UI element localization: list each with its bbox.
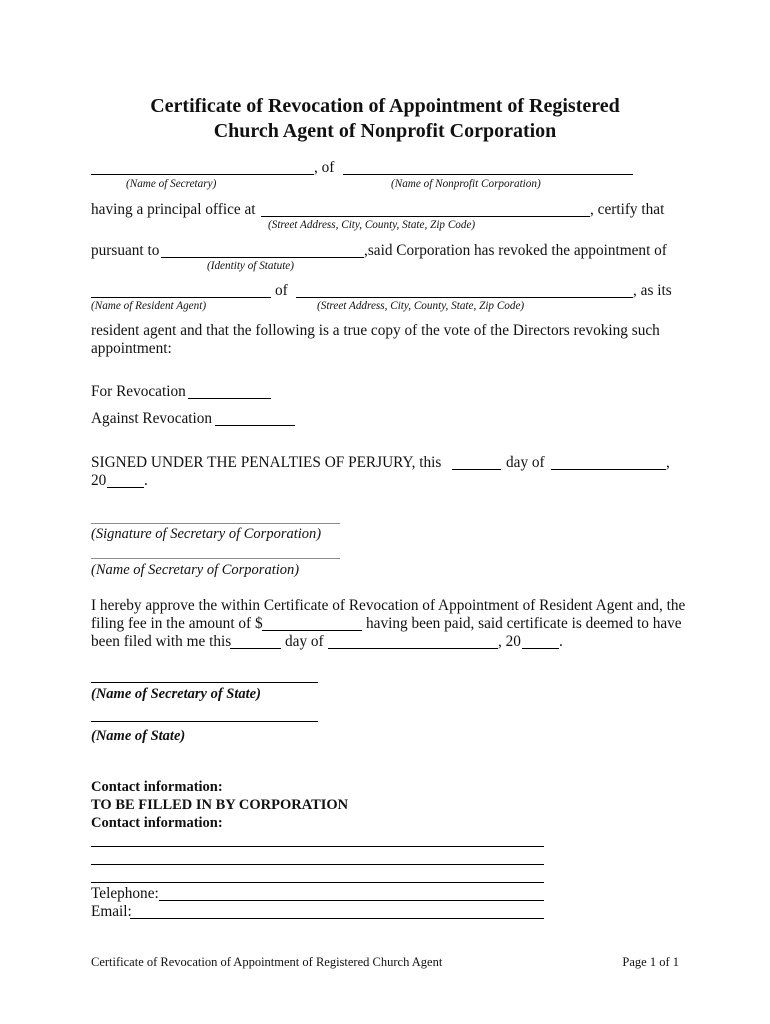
signed-year-field[interactable] [107, 487, 144, 488]
footer-document-title: Certificate of Revocation of Appointment of Registered Church Agent [91, 955, 443, 969]
contact-line-1[interactable] [91, 846, 544, 847]
filed-day-field[interactable] [230, 648, 281, 649]
signed-month-field[interactable] [551, 469, 666, 470]
caption-agent: (Name of Resident Agent) [91, 300, 207, 312]
secretary-name-field[interactable] [91, 174, 314, 175]
filing-fee-field[interactable] [262, 630, 362, 631]
year-suffix: . [144, 472, 148, 489]
contact-line-2[interactable] [91, 864, 544, 865]
state-name-line[interactable] [91, 721, 318, 722]
statute-field[interactable] [161, 257, 364, 258]
document-title-line1: Certificate of Revocation of Appointment of Registered [150, 95, 620, 117]
as-its-text: , as its [633, 282, 672, 299]
approval-line3c: , 20 [498, 633, 521, 650]
signed-text: SIGNED UNDER THE PENALTIES OF PERJURY, this [91, 454, 442, 471]
telephone-label: Telephone: [91, 885, 159, 902]
signature-label: (Signature of Secretary of Corporation) [91, 526, 322, 542]
state-name-label: (Name of State) [91, 728, 186, 744]
resident-agent-field[interactable] [91, 297, 271, 298]
signed-comma: , [666, 454, 670, 471]
approval-line3b: day of [285, 633, 324, 650]
email-field[interactable] [130, 918, 544, 919]
of-text-2: of [275, 282, 288, 299]
year-prefix: 20 [91, 472, 107, 489]
principal-office-label: having a principal office at [91, 201, 256, 218]
contact-heading-3: Contact information: [91, 815, 223, 831]
agent-address-field[interactable] [296, 297, 633, 298]
approval-line3a: been filed with me this [91, 633, 232, 650]
approval-line2b: having been paid, said certificate is deemed to have [366, 615, 682, 632]
secretary-of-state-label: (Name of Secretary of State) [91, 686, 261, 702]
for-revocation-label: For Revocation [91, 383, 186, 400]
approval-line1: I hereby approve the within Certificate of Revocation of Appointment of Resident Agent and, the [91, 597, 686, 614]
paragraph-line1: resident agent and that the following is a true copy of the vote of the Directors revoking such [91, 322, 660, 339]
day-of-text: day of [506, 454, 545, 471]
caption-statute: (Identity of Statute) [207, 260, 294, 272]
certify-text: , certify that [590, 201, 665, 218]
approval-line2a: filing fee in the amount of $ [91, 615, 263, 632]
contact-heading-1: Contact information: [91, 779, 223, 795]
caption-agent-address: (Street Address, City, County, State, Zip Code) [317, 300, 525, 312]
signed-day-field[interactable] [452, 469, 501, 470]
document-title-line2: Church Agent of Nonprofit Corporation [213, 120, 557, 142]
filed-year-field[interactable] [522, 648, 559, 649]
paragraph-line2: appointment: [91, 340, 172, 357]
against-revocation-label: Against Revocation [91, 410, 213, 427]
footer-page-number: Page 1 of 1 [622, 955, 679, 969]
caption-corporation: (Name of Nonprofit Corporation) [391, 178, 541, 190]
secretary-of-state-line[interactable] [91, 682, 318, 683]
principal-office-field[interactable] [261, 216, 590, 217]
pursuant-label: pursuant to [91, 242, 160, 259]
of-text: , of [314, 159, 335, 176]
signature-line[interactable] [91, 523, 340, 524]
filed-month-field[interactable] [328, 648, 498, 649]
contact-line-3[interactable] [91, 882, 544, 883]
email-label: Email: [91, 903, 132, 920]
corporation-name-field[interactable] [343, 174, 633, 175]
telephone-field[interactable] [159, 900, 544, 901]
caption-secretary: (Name of Secretary) [126, 178, 217, 190]
contact-heading-2: TO BE FILLED IN BY CORPORATION [91, 797, 349, 813]
secretary-name-line[interactable] [91, 558, 340, 559]
secretary-name-label: (Name of Secretary of Corporation) [91, 562, 300, 578]
approval-line3d: . [559, 633, 563, 650]
against-revocation-field[interactable] [215, 425, 295, 426]
for-revocation-field[interactable] [188, 398, 271, 399]
caption-office-address: (Street Address, City, County, State, Zip Code) [268, 219, 476, 231]
revoked-text: ,said Corporation has revoked the appointment of [364, 242, 667, 259]
